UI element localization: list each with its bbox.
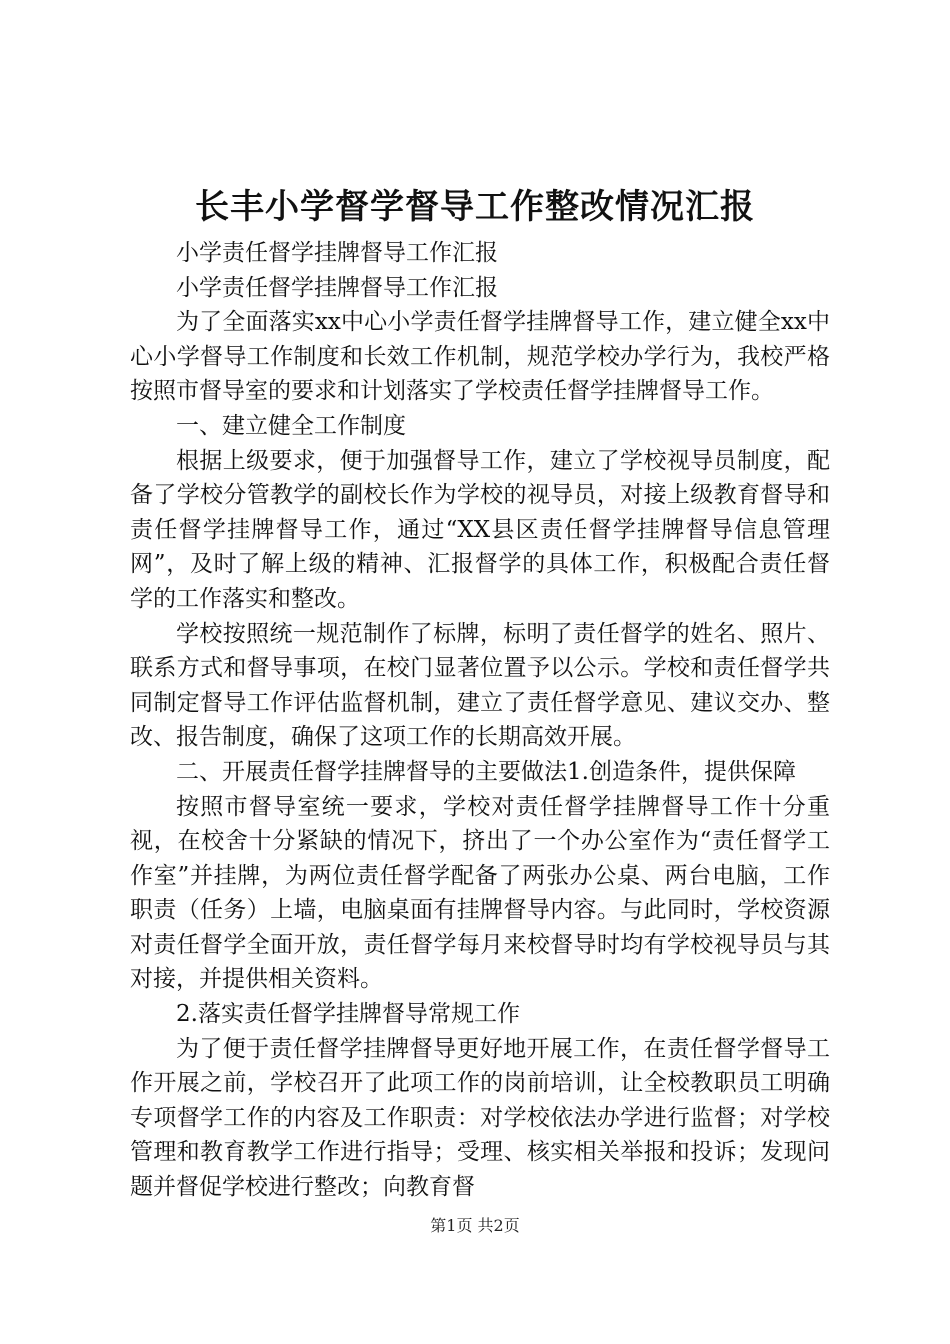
document-body [130, 236, 830, 1205]
paragraph: 学校按照统一规范制作了标牌，标明了责任督学的姓名、照片、联系方式和督导事项，在校门显著位置予以公示。学校和责任督学共同制定督导工作评估监督机制，建立了责任督学意见、建议交办、整改、报告制度，确保了这项工作的长期高效开展。 [130, 620, 830, 751]
paragraph: 小学责任督学挂牌督导工作汇报 [176, 274, 498, 301]
section-heading: 二、开展责任督学挂牌督导的主要做法1.创造条件，提供保障 [176, 758, 796, 785]
paragraph: 小学责任督学挂牌督导工作汇报 [176, 240, 498, 266]
paragraph: 为了便于责任督学挂牌督导更好地开展工作，在责任督学督导工作开展之前，学校召开了此项工作的岗前培训，让全校教职员工明确专项督学工作的内容及工作职责：对学校依法办学进行监督；对学校管理和教育教学工作进行指导；受理、核实相关举报和投诉；发现问题并督促学校进行整改；向教育督 [130, 1035, 830, 1201]
paragraph: 按照市督导室统一要求，学校对责任督学挂牌督导工作十分重视，在校舍十分紧缺的情况下，挤出了一个办公室作为“责任督学工作室”并挂牌，为两位责任督学配备了两张办公桌、两台电脑，工作职责（任务）上墙，电脑桌面有挂牌督导内容。与此同时，学校资源对责任督学全面开放，责任督学每月来校督导时均有学校视导员与其对接，并提供相关资料。 [130, 793, 830, 993]
paragraph: 为了全面落实xx中心小学责任督学挂牌督导工作，建立健全xx中心小学督导工作制度和长效工作机制，规范学校办学行为，我校严格按照市督导室的要求和计划落实了学校责任督学挂牌督导工作。 [130, 309, 830, 405]
paragraph: 根据上级要求，便于加强督导工作，建立了学校视导员制度，配备了学校分管教学的副校长作为学校的视导员，对接上级教育督导和责任督学挂牌督导工作，通过“XX县区责任督学挂牌督导信息管理网”，及时了解上级的精神、汇报督学的具体工作，积极配合责任督学的工作落实和整改。 [130, 447, 830, 612]
subsection-heading: 2.落实责任督学挂牌督导常规工作 [176, 1001, 520, 1028]
page-footer: 第1页 共2页 [430, 1216, 520, 1235]
section-heading: 一、建立健全工作制度 [176, 412, 406, 439]
document-title: 长丰小学督学督导工作整改情况汇报 [195, 187, 755, 227]
